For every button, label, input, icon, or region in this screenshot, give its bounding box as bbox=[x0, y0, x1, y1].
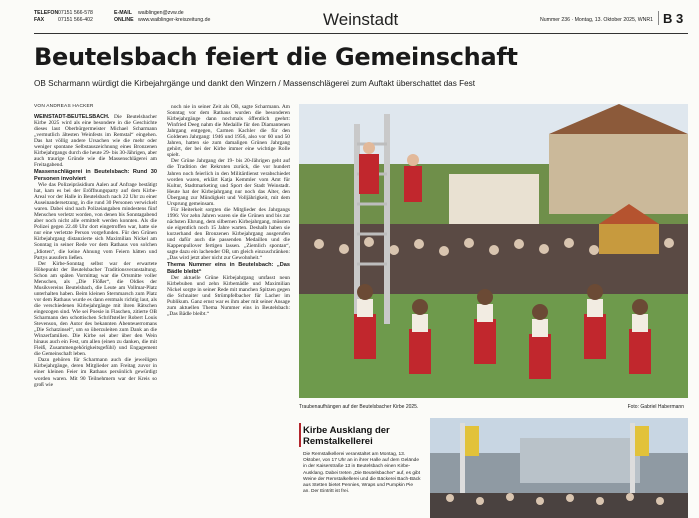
info-box bbox=[299, 418, 423, 518]
paragraph-text: Die Beutelsbacher Kirbe 2025 wird als eine besondere in die Geschichte dieses laut Oberbürgermeister Michael Scharmann „vermutlich ältesten Weinfests im Remstal“ eingehen. Das hat völlig andere Ursachen wie die mehr oder weniger spontane Selbstauszeichnung eines Bronzenen Kirbejahrgangs durch die heute 29- bis 30-Jährigen, aber auch traurige Gründe wie die Massenschlägerei am Freitagabend. bbox=[34, 114, 157, 169]
online-label: ONLINE bbox=[114, 17, 134, 23]
article-column-2 bbox=[167, 104, 290, 518]
email-label: E-MAIL bbox=[114, 10, 132, 16]
phone-label: TELEFON bbox=[34, 10, 59, 16]
phone-value: 07151 566-578 bbox=[58, 10, 93, 16]
info-box-text: Die Remstalkellerei veranstaltet am Montag, 13. Oktober, von 17 Uhr an in ihrer Halle auf dem Gelände in der Kaiserstraße 13 in Beutelsbach einen Kirbe-Ausklang. Dabei treten „Die Beutelsbacher“ auf, es gibt Weine der Remstalkellerei und die Bäckerei Bach-Bäck aus Stetten bietet Pennies, Wraps und Pumpkin Pie an. Der Eintritt ist frei. bbox=[303, 452, 421, 495]
paragraph bbox=[34, 357, 157, 387]
paragraph bbox=[167, 207, 290, 261]
article-column-1 bbox=[34, 114, 157, 518]
fax-value: 07151 566-402 bbox=[58, 17, 93, 23]
section-title: Weinstadt bbox=[323, 10, 399, 29]
subheading: Massenschlägerei in Beutelsbach: Rund 30 Personen involviert bbox=[34, 169, 157, 182]
paragraph-text: noch nie in seiner Zeit als OB, sagte Scharmann. Am Sonntag vor dem Rathaus wurden die besonderen Kirbejahrgänge dann nochmals öffentlich geehrt: Winfried Deeg nahm die Medaille für den Diamantenen Jahrgang entgegen, Carmen Kachler die für den Goldenen Jahrgang: 1946 und 1956, also vor 60 und 50 Jahren, hatten sie zum damaligen Grünen Jahrgang gehört, der bei der Kirbe immer eine wichtige Rolle spielt. bbox=[167, 104, 290, 159]
paragraph-text: Wie das Polizeipräsidium Aalen auf Anfrage bestätigt hat, kam es bei der Eröffnungsparty auf dem Kirbe-Areal vor der Halle in Beutelsbach nach 22 Uhr zu einer Auseinandersetzung, in die rund 30 Personen verwickelt waren. Dabei sind nach Polizeiangaben mindestens fünf Menschen verletzt worden, von denen bis Sonntagabend aber noch nicht alle ermittelt werden konnten. Als die Polizei gegen 22.40 Uhr dort eingetroffen war, hatte sie nur eine verletzte Person vorgefunden. Für den Grünen Kirbejahrgang distanzierte sich Maximilian Nickel am Sonntag in seiner Rede vor dem Rathaus von solchen „Idioten“, die keine Ahnung vom Feiern hätten und Partys ausufern ließen. bbox=[34, 182, 157, 261]
dateline: WEINSTADT-BEUTELSBACH. bbox=[34, 114, 110, 120]
kirbe-photo bbox=[299, 104, 688, 398]
remstalkellerei-photo bbox=[430, 418, 688, 518]
article-headline: Beutelsbach feiert die Gemeinschaft bbox=[34, 43, 518, 71]
email-value: waiblingen@zvw.de bbox=[138, 10, 184, 16]
accent-bar bbox=[299, 423, 301, 447]
online-value: www.waiblinger-kreiszeitung.de bbox=[138, 17, 211, 23]
fax-label: FAX bbox=[34, 17, 45, 23]
page-number: B 3 bbox=[663, 11, 684, 26]
page-header bbox=[0, 0, 699, 34]
paragraph bbox=[34, 114, 157, 168]
subheading: Thema Nummer eins in Beutelsbach: „Das Bädle bleibt“ bbox=[167, 262, 290, 275]
paragraph bbox=[34, 261, 157, 358]
article-byline: VON ANDREAS HACKER bbox=[34, 104, 94, 109]
paragraph-text: Der Grüne Jahrgang der 19- bis 20-Jährigen geht auf die Tradition der Rekruten zurück, die vor hundert Jahren noch feierlich in den Militärdienst verabschiedet worden waren, erklärt Katja Kemmler vom Amt für Kultur, Stadtmarketing und Sport der Stadt Weinstadt. Heute hat der Kirbejahrgang nur noch das Alter, den Übergang zur Mündigkeit und Volljährigkeit, mit dem Ursprung gemeinsam. bbox=[167, 158, 290, 207]
header-rule bbox=[34, 33, 688, 34]
issue-info: Nummer 236 · Montag, 13. Oktober 2025, WNR1 bbox=[540, 17, 654, 23]
article-subline: OB Scharmann würdigt die Kirbejahrgänge und dankt den Winzern / Massenschlägerei zum Auftakt überschattet das Fest bbox=[34, 79, 475, 88]
caption-text: Traubenaufhängen auf der Beutelsbacher Kirbe 2025. bbox=[299, 404, 419, 410]
paragraph-text: Der aktuelle Grüne Kirbejahrgang umfasst neun Kirbebuben und zehn Kirbemädle und Maximilian Nickel sorgte in seiner Rede mit manchen Spitzen gegen die Schnaiter und Strümpfelbacher für Lacher im Publikum. Ganz ernst war es ihm aber mit seiner Ansage zum aktuellen Thema Nummer eins in Beutelsbach: „Das Bädle bleibt.“ bbox=[167, 274, 290, 318]
info-box-title: Kirbe Ausklang der Remstalkellerei bbox=[303, 425, 390, 447]
paragraph bbox=[167, 104, 290, 158]
photo-caption bbox=[299, 404, 688, 410]
paragraph-text: Der Kirbe-Sonntag selbst war der erwartete Höhepunkt der Beutelsbacher Traditionsveranstaltung. Schon am späten Vormittag war die Ortsmitte voller Menschen, als „Die Flößer“, die Oldies der Musikvereins Beutelsbach, die Leute am Vollmar-Platz unterhalten haben. Beim kleinen Sternmarsch zum Platz vor dem Rathaus wurde es dann erstmals richtig laut, als die verschiedenen Kirbejahrgänge mit ihren Rätschen eingezogen sind. Wie sei Poesie in Flaschen, zitierte OB Scharmann den schottischen Schriftsteller Robert Louis Stevenson, den Autor des bekannten Abenteuerromans „Die Schatzinsel“, um so überzuleiten zum Dank an die Winzerfamilien. Die Kirbe sei aber über den Wein hinaus auch ein Fest, um allen (einen zu danken, die mit Fleiß, Zusammengehörigkeitsgefühl) und Engagement die Gemeinschaft leben. bbox=[34, 260, 157, 358]
paragraph bbox=[167, 158, 290, 206]
paragraph-text: Dazu gehören für Scharmann auch die jeweiligen Kirbejahrgänge, deren Mitglieder am Freitag zuvor in einer kleinen Feier im Rathaus persönlich gewürdigt worden waren. Mit 90 Teilnehmern war der Kreis so groß wie bbox=[34, 357, 157, 388]
paragraph-text: Für Heiterkeit sorgten die Mitglieder des Jahrgangs 1996: Vor zehn Jahren waren sie die Grünen und bis zur nächsten Ehrung, dem silbernen Kirbejahrgang, müssten sie eigentlich noch 15 Jahre warten. Deshalb haben sie kurzerhand den Bronzenen Kirbejahrgang ausgerufen und dafür auch die passenden Medaillen und die Kappenpullover fertigen lassen. „Ziemlich spontan“, sagte dazu ein lachender OB, um gleich einzuschränken: „Das wird jetzt aber nicht zur Gewohnheit.“ bbox=[167, 206, 290, 262]
photo-credit: Foto: Gabriel Habermann bbox=[627, 404, 684, 410]
paragraph bbox=[34, 182, 157, 261]
paragraph bbox=[167, 275, 290, 317]
